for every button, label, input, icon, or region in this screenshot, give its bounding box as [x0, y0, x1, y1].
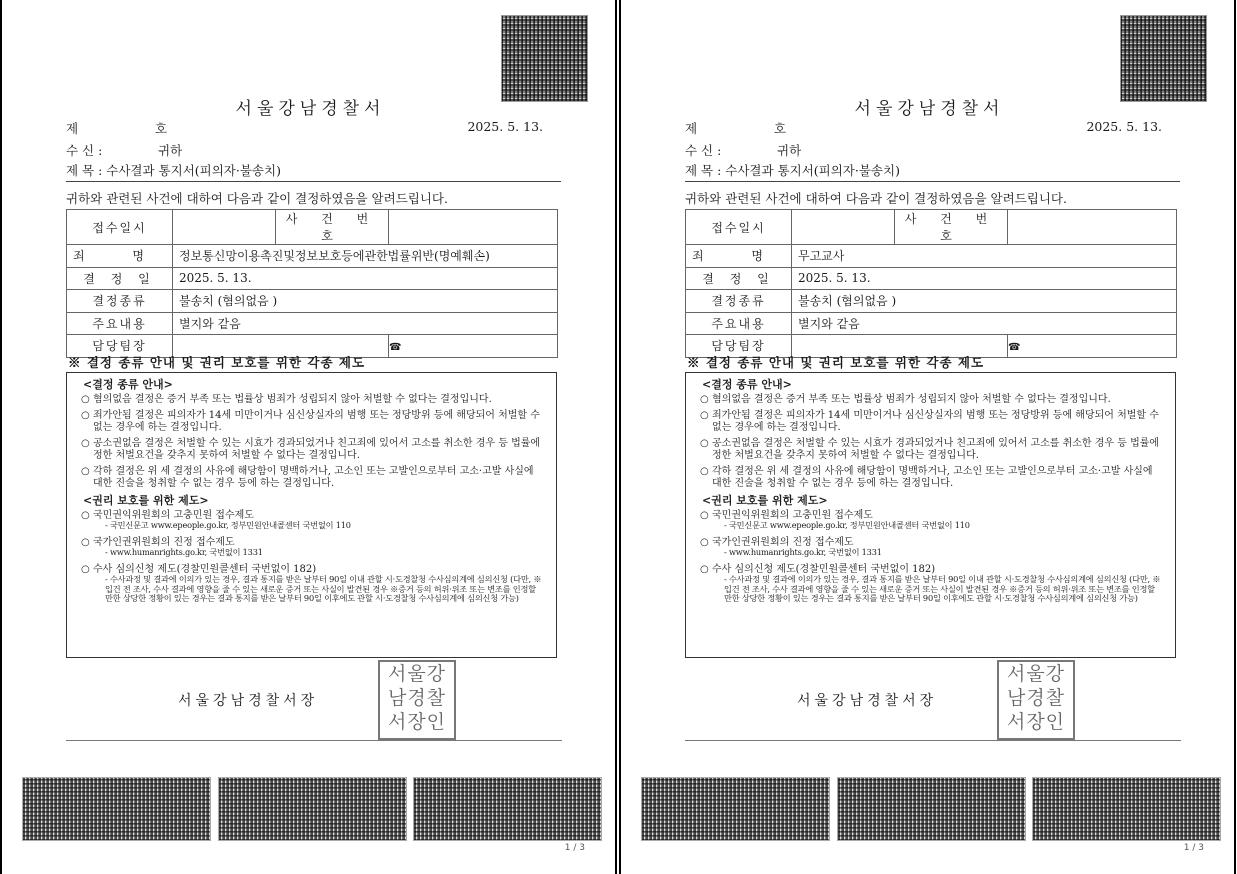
rights-item-detail: - 국민신문고 www.epeople.go.kr, 정부민원안내콜센터 국번없이 110: [724, 520, 970, 530]
document-subject: 제 목 : 수사결과 통지서(피의자·불송치): [685, 163, 900, 178]
rights-protection-list: [81, 510, 542, 604]
table-row: [686, 210, 1177, 245]
rights-item: [81, 564, 542, 604]
team-leader-label: 담당팀장: [67, 335, 173, 358]
rights-item-title: 국민권익위원회의 고충민원 접수제도: [712, 509, 873, 521]
bullet-icon: ○: [700, 410, 709, 421]
official-seal: [378, 660, 456, 740]
case-number-label: 사 건 번 호: [895, 210, 1008, 245]
seal-text-line: 서장인: [1006, 711, 1066, 733]
bullet-icon: ○: [700, 536, 709, 548]
signature-text: 서울강남경찰서장: [797, 693, 938, 709]
item-text: 혐의없음 결정은 증거 부족 또는 법률상 범죄가 성립되지 않아 처벌할 수 없다는 결정입니다.: [712, 393, 1111, 405]
case-info-table: [66, 209, 558, 358]
signature-text: 서울강남경찰서장: [178, 693, 319, 709]
page-number: 1 / 3: [564, 843, 585, 853]
decision-type-value: 불송치 (혐의없음 ): [792, 290, 1177, 313]
organization-title: 서울강남경찰서: [235, 99, 386, 119]
rights-item-detail: - www.humanrights.go.kr, 국번없이 1331: [724, 547, 882, 558]
rights-item-detail: - 국민신문고 www.epeople.go.kr, 정부민원안내콜센터 국번없이 110: [105, 520, 351, 530]
qr-code-bottom: [837, 777, 1026, 841]
receipt-date-label: 접수일시: [686, 210, 792, 245]
table-row: [67, 210, 558, 245]
bullet-icon: ○: [81, 466, 90, 477]
rights-item: [81, 537, 542, 558]
rights-item-title: 수사 심의신청 제도(경찰민원콜센터 국번없이 182): [712, 563, 936, 575]
bullet-icon: ○: [700, 393, 709, 405]
seal-text-line: 남경찰: [1006, 687, 1066, 709]
charge-label: 죄 명: [686, 245, 792, 268]
case-number-label: 사 건 번 호: [276, 210, 389, 245]
header-divider: [66, 181, 561, 182]
bullet-icon: ○: [81, 438, 90, 449]
decision-types-list: [81, 394, 542, 490]
qr-code-bottom: [413, 777, 602, 841]
qr-code-strip: [641, 777, 1221, 841]
document-page-right: [619, 0, 1236, 874]
case-number-value: [1008, 210, 1177, 245]
seal-text-line: 남경찰: [387, 687, 447, 709]
receipt-date-value: [792, 210, 895, 245]
decision-date-value: 2025. 5. 13.: [792, 267, 1177, 290]
document-subject: 제 목 : 수사결과 통지서(피의자·불송치): [66, 163, 281, 178]
decision-type-item: [700, 410, 1161, 433]
page-number: 1 / 3: [1183, 843, 1204, 853]
decision-date-label: 결 정 일: [67, 267, 173, 290]
bullet-icon: ○: [81, 563, 90, 575]
qr-code-top: [1120, 15, 1207, 102]
qr-code-bottom: [218, 777, 407, 841]
phone-icon: ☎: [1008, 341, 1021, 353]
table-row: [67, 312, 558, 335]
rights-item: [700, 564, 1161, 604]
rights-item-title: 수사 심의신청 제도(경찰민원콜센터 국번없이 182): [93, 563, 317, 575]
table-row: [686, 245, 1177, 268]
table-row: [67, 245, 558, 268]
team-leader-label: 담당팀장: [686, 335, 792, 358]
phone-cell: [1008, 335, 1177, 358]
bottom-divider: [685, 740, 1181, 741]
item-text: 공소권없음 결정은 처벌할 수 있는 시효가 경과되었거나 친고죄에 있어서 고소를 취소한 경우 등 법률에 정한 처벌요건을 갖추지 못하여 처벌할 수 없다는 결정입니다.: [712, 438, 1160, 461]
decision-type-item: [81, 466, 542, 489]
bullet-icon: ○: [81, 509, 90, 521]
notice-title: ※ 결정 종류 안내 및 권리 보호를 위한 각종 제도: [687, 355, 985, 370]
recipient-value: 귀하: [158, 143, 183, 158]
bullet-icon: ○: [700, 438, 709, 449]
bullet-icon: ○: [81, 393, 90, 405]
item-text: 각하 결정은 위 세 결정의 사유에 해당함이 명백하거나, 고소인 또는 고발인으로부터 고소·고발 사실에 대한 진술을 청취할 수 없는 경우 등에 하는 결정입니다.: [712, 466, 1153, 489]
rights-protection-heading: <권리 보호를 위한 제도>: [702, 494, 828, 507]
seal-text-line: 서울강: [1006, 663, 1066, 685]
main-content-label: 주요내용: [686, 312, 792, 335]
case-number-value: [389, 210, 558, 245]
recipient-value: 귀하: [777, 143, 802, 158]
receipt-date-label: 접수일시: [67, 210, 173, 245]
notice-box: [685, 372, 1176, 658]
item-text: 죄가안됨 결정은 피의자가 14세 미만이거나 심신상실자의 범행 또는 정당방위 등에 해당되어 처벌할 수 없는 경우에 하는 결정입니다.: [93, 410, 540, 433]
rights-protection-list: [700, 510, 1161, 604]
charge-label: 죄 명: [67, 245, 173, 268]
case-info-table: [685, 209, 1177, 358]
rights-protection-heading: <권리 보호를 위한 제도>: [83, 494, 209, 507]
qr-code-bottom: [641, 777, 830, 841]
rights-item-title: 국가인권위원회의 진정 접수제도: [93, 536, 235, 548]
item-text: 죄가안됨 결정은 피의자가 14세 미만이거나 심신상실자의 범행 또는 정당방위 등에 해당되어 처벌할 수 없는 경우에 하는 결정입니다.: [712, 410, 1159, 433]
phone-cell: [389, 335, 558, 358]
main-content-label: 주요내용: [67, 312, 173, 335]
document-date: 2025. 5. 13.: [467, 119, 543, 134]
rights-item-title: 국가인권위원회의 진정 접수제도: [712, 536, 854, 548]
notice-title: ※ 결정 종류 안내 및 권리 보호를 위한 각종 제도: [68, 355, 366, 370]
recipient-label: 수 신 :: [66, 143, 103, 158]
bottom-divider: [66, 740, 562, 741]
document-number-suffix: 호: [155, 121, 168, 136]
rights-item: [81, 510, 542, 531]
qr-code-bottom: [22, 777, 211, 841]
decision-type-value: 불송치 (혐의없음 ): [173, 290, 558, 313]
decision-types-heading: <결정 종류 안내>: [83, 378, 173, 391]
decision-type-label: 결정종류: [67, 290, 173, 313]
notice-box: [66, 372, 557, 658]
qr-code-bottom: [1032, 777, 1221, 841]
bullet-icon: ○: [81, 536, 90, 548]
bullet-icon: ○: [81, 410, 90, 421]
decision-date-label: 결 정 일: [686, 267, 792, 290]
table-row: [67, 267, 558, 290]
document-number-label: 제: [66, 121, 79, 136]
receipt-date-value: [173, 210, 276, 245]
qr-code-strip: [22, 777, 602, 841]
decision-type-item: [700, 466, 1161, 489]
rights-item-detail: - 수사과정 및 결과에 이의가 있는 경우, 결과 통지를 받은 날부터 90일 이내 관할 시·도경찰청 수사심의계에 심의신청 (다만, ※입건 전 조사, 수사 결과에 영향을 줄 수 있는 새로운 증거 또는 사실이 발견된 경우 ※증거 등의 허위·위조 또는 변조를 인정할 만한 상당한 정황이 있는 경우는 결과 통지를 받은 날부터 90일 이후에도 관할 시·도경찰청 수사심의계에 심의신청 가능): [724, 574, 1161, 604]
official-seal: [997, 660, 1075, 740]
decision-type-item: [81, 438, 542, 461]
charge-value: 무고교사: [792, 245, 1177, 268]
main-content-value: 별지와 같음: [173, 312, 558, 335]
rights-item-detail: - 수사과정 및 결과에 이의가 있는 경우, 결과 통지를 받은 날부터 90일 이내 관할 시·도경찰청 수사심의계에 심의신청 (다만, ※입건 전 조사, 수사 결과에 영향을 줄 수 있는 새로운 증거 또는 사실이 발견된 경우 ※증거 등의 허위·위조 또는 변조를 인정할 만한 상당한 정황이 있는 경우는 결과 통지를 받은 날부터 90일 이후에도 관할 시·도경찰청 수사심의계에 심의신청 가능): [105, 574, 542, 604]
decision-types-heading: <결정 종류 안내>: [702, 378, 792, 391]
header-divider: [685, 181, 1180, 182]
document-page-left: [0, 0, 617, 874]
seal-text-line: 서울강: [387, 663, 447, 685]
rights-item-title: 국민권익위원회의 고충민원 접수제도: [93, 509, 254, 521]
seal-text-line: 서장인: [387, 711, 447, 733]
item-text: 혐의없음 결정은 증거 부족 또는 법률상 범죄가 성립되지 않아 처벌할 수 없다는 결정입니다.: [93, 393, 492, 405]
decision-types-list: [700, 394, 1161, 490]
item-text: 각하 결정은 위 세 결정의 사유에 해당함이 명백하거나, 고소인 또는 고발인으로부터 고소·고발 사실에 대한 진술을 청취할 수 없는 경우 등에 하는 결정입니다.: [93, 466, 534, 489]
intro-text: 귀하와 관련된 사건에 대하여 다음과 같이 결정하였음을 알려드립니다.: [66, 191, 448, 206]
table-row: [686, 290, 1177, 313]
charge-value: 정보통신망이용촉진및정보보호등에관한법률위반(명예훼손): [173, 245, 558, 268]
decision-date-value: 2025. 5. 13.: [173, 267, 558, 290]
table-row: [686, 267, 1177, 290]
rights-item-detail: - www.humanrights.go.kr, 국번없이 1331: [105, 547, 263, 558]
decision-type-item: [700, 394, 1161, 406]
intro-text: 귀하와 관련된 사건에 대하여 다음과 같이 결정하였음을 알려드립니다.: [685, 191, 1067, 206]
main-content-value: 별지와 같음: [792, 312, 1177, 335]
qr-code-top: [501, 15, 588, 102]
rights-item: [700, 537, 1161, 558]
document-date: 2025. 5. 13.: [1086, 119, 1162, 134]
document-number-suffix: 호: [774, 121, 787, 136]
bullet-icon: ○: [700, 509, 709, 521]
bullet-icon: ○: [700, 466, 709, 477]
rights-item: [700, 510, 1161, 531]
phone-icon: ☎: [389, 341, 402, 353]
document-number-label: 제: [685, 121, 698, 136]
table-row: [67, 290, 558, 313]
decision-type-item: [81, 394, 542, 406]
table-row: [686, 312, 1177, 335]
item-text: 공소권없음 결정은 처벌할 수 있는 시효가 경과되었거나 친고죄에 있어서 고소를 취소한 경우 등 법률에 정한 처벌요건을 갖추지 못하여 처벌할 수 없다는 결정입니다.: [93, 438, 541, 461]
recipient-label: 수 신 :: [685, 143, 722, 158]
decision-type-label: 결정종류: [686, 290, 792, 313]
decision-type-item: [700, 438, 1161, 461]
decision-type-item: [81, 410, 542, 433]
bullet-icon: ○: [700, 563, 709, 575]
organization-title: 서울강남경찰서: [854, 99, 1005, 119]
